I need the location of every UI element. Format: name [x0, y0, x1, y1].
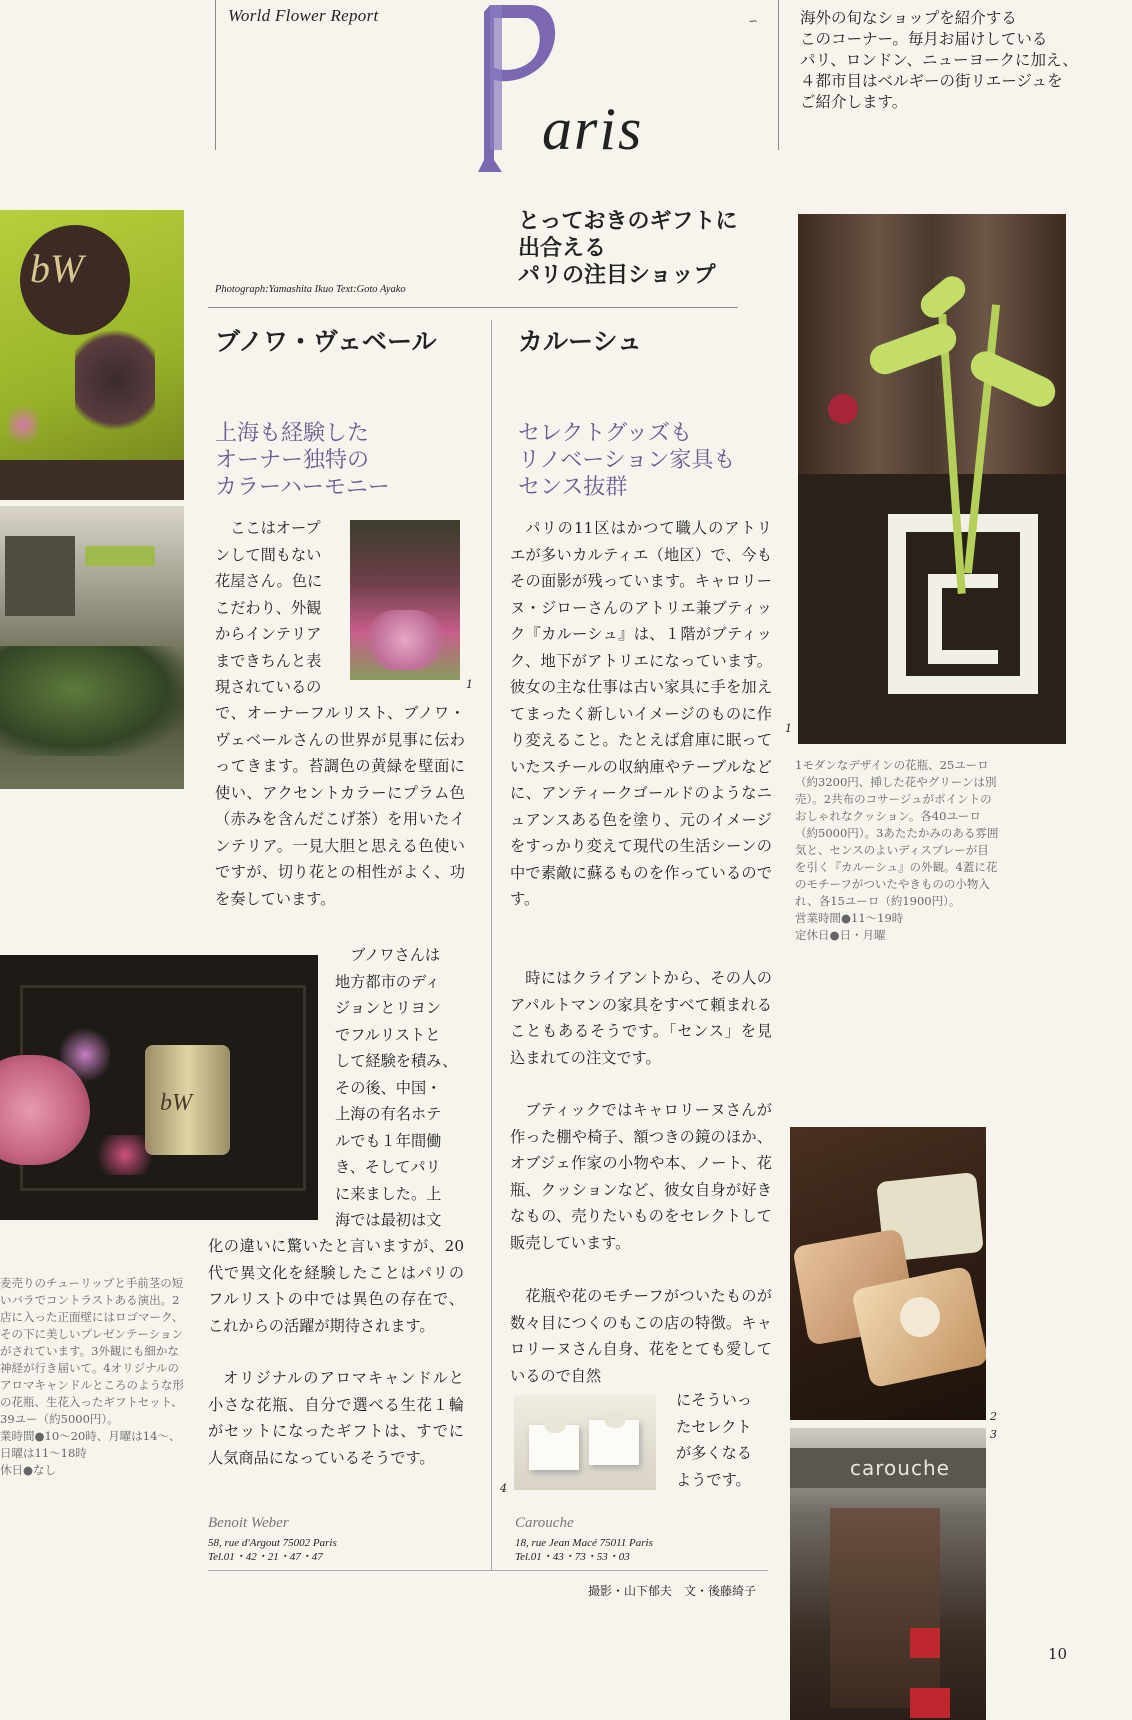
photo-tulips [350, 520, 460, 680]
right-address-name: Carouche [515, 1515, 574, 1531]
ornament-mark: ∽ [748, 14, 759, 28]
photo-gift-set [0, 955, 318, 1220]
right-shop-name: カルーシュ [518, 327, 643, 356]
text-line: たセレクト [676, 1417, 752, 1436]
footer-credit: 撮影・山下郁夫 文・後藤綺子 [588, 1584, 757, 1598]
text-line: その後、中国・ [335, 1078, 442, 1097]
left-address-line1: 58, rue d'Argout 75002 Paris [208, 1537, 337, 1549]
text-line: 花屋さん。色に [215, 572, 323, 590]
right-caption-hours: 営業時間●11～19時 [795, 911, 904, 925]
left-para2-rest: 化の違いに驚いたと言いますが、20代で異文化を経験したことはパリのフルリストの中では異色の存在で、これからの活躍が期待されます。 [208, 1237, 464, 1335]
right-para4: 花瓶や花のモチーフがついたものが数々目につくのもこの店の特徴。キャロリーヌさん自身、花をとても愛しているので自然 [510, 1287, 772, 1385]
text-line: に来ました。上 [335, 1184, 442, 1203]
right-para1: パリの11区はかつて職人のアトリエが多いカルティエ（地区）で、今もその面影が残っています。キャロリーヌ・ジローさんのアトリエ兼ブティック『カルーシュ』は、１階がブティック、地下がアトリエになっています。彼女の主な仕事は古い家具に手を加えてまったく新しいイメージのものに作り変えること。たとえば倉庫に眠っていたスチールの収納庫やテーブルなどに、アンティークゴールドのようなニュアンスある色を塗り、元のイメージをすっかり変えて現代の生活シーンの中で素敵に蘇るものを作っているのです。 [510, 519, 772, 908]
text-line: が多くなる [676, 1444, 752, 1462]
right-para3: ブティックではキャロリーヌさんが作った棚や椅子、額つきの鏡のほか、オブジェ作家の小物や本、ノート、花瓶、クッションなど、彼女自身が好きなもの、売りたいものをセレクトして販売しています。 [510, 1101, 772, 1252]
right-photo-caption [795, 757, 1000, 944]
credit-line: Photograph:Yamashita Ikuo Text:Goto Ayako [215, 284, 406, 295]
header-divider-left [215, 0, 216, 150]
text-line: ジョンとリヨン [335, 999, 442, 1017]
text-line: からインテリア [215, 625, 322, 643]
right-address-line1: 18, rue Jean Macé 75011 Paris [515, 1537, 653, 1549]
text-line: ここはオープ [230, 519, 321, 537]
logo-mark: bW [30, 246, 84, 291]
text-line: にそういっ [676, 1391, 752, 1409]
photo-number-cushion: 2 [990, 1410, 997, 1423]
text-line: ルでも１年間働 [335, 1131, 442, 1150]
right-caption-closed: 定休日●日・月曜 [795, 928, 886, 942]
left-caption-closed: 休日●なし [0, 1463, 57, 1477]
store-sign: carouche [850, 1456, 950, 1480]
text-line: まできちんと表 [215, 651, 322, 670]
left-para1-rest: で、オーナーフルリスト、ブノワ・ヴェベールさんの世界が見事に伝わってきます。苔調色の黄緑を壁面に使い、アクセントカラーにプラム色（赤みを含んだこげ茶）を用いたインテリア。一見大胆と思える色使いですが、切り花との相性がよく、功を奏しています。 [215, 704, 465, 908]
left-caption-text: 麦売りのチューリップと手前茎の短いバラでコントラストある演出。2店に入った正面壁にはロゴマーク、その下に美しいプレゼンテーションがされています。3外観にも細かな神経が行き届いて。4オリジナルのアロマキャンドルところのような形の花瓶、生花入ったギフトセット、39ユー（約5000円）。 [0, 1276, 184, 1426]
page-number: 10 [1048, 1645, 1068, 1663]
photo-shop-exterior [0, 506, 184, 789]
text-line: ブノワさんは [350, 946, 441, 964]
right-para2: 時にはクライアントから、その人のアパルトマンの家具をすべて頼まれることもあるそうです。「センス」を見込まれての注文です。 [510, 969, 772, 1067]
right-shop-headline: セレクトグッズも リノベーション家具も センス抜群 [518, 421, 736, 500]
text-line: き、そしてパリ [335, 1158, 441, 1176]
text-line: 地方都市のディ [335, 972, 441, 991]
right-caption-text: 1モダンなデザインの花瓶、25ユーロ（約3200円、挿した花やグリーンは別売）。2共布のコサージュがポイントのおしゃれなクッション。各40ユーロ（約5000円）。3あたたかみのある雰囲気と、センスのよいディスプレーが目を引く『カルーシュ』の外観。4蓋に花のモチーフがついたやきものの小物入れ、各15ユーロ（約1900円）。 [795, 758, 999, 908]
text-line: 海では最初は文 [335, 1211, 442, 1229]
text-line: して経験を積み、 [335, 1052, 458, 1070]
left-shop-headline: 上海も経験した オーナー独特の カラーハーモニー [215, 421, 390, 500]
column-divider [491, 320, 492, 1570]
text-line: でフルリストと [335, 1025, 441, 1044]
left-address-line2: Tel.01・42・21・47・47 [208, 1551, 323, 1563]
left-para2-short [335, 942, 463, 1234]
city-name: aris [542, 96, 644, 162]
left-address-name: Benoit Weber [208, 1515, 289, 1531]
header-rule [208, 307, 738, 308]
left-caption-hours: 業時間●10～20時、月曜は14～、日曜は11～18時 [0, 1429, 181, 1460]
text-line: ンして間もない [215, 545, 322, 564]
text-line: 現されているの [215, 678, 322, 696]
photo-modern-vase [798, 214, 1066, 744]
photo-cushions [790, 1127, 986, 1420]
photo-ceramic-box [514, 1395, 656, 1490]
series-title: World Flower Report [228, 6, 379, 25]
photo-number-vase: 1 [785, 722, 792, 735]
photo-number-box: 4 [500, 1482, 507, 1495]
feature-title: とっておきのギフトに 出合える パリの注目ショップ [518, 208, 738, 288]
right-para4-short [676, 1387, 772, 1493]
left-para1-short [215, 515, 343, 701]
photo-shop-interior [0, 210, 184, 500]
text-line: こだわり、外観 [215, 598, 322, 617]
footer-rule [208, 1570, 768, 1571]
photo-store-front [790, 1428, 986, 1720]
right-address-line2: Tel.01・43・73・53・03 [515, 1551, 630, 1563]
photo-number-left: 1 [466, 678, 473, 691]
left-para3: オリジナルのアロマキャンドルと小さな花瓶、自分で選べる生花１輪がセットになったギフトは、すでに人気商品になっているそうです。 [208, 1369, 464, 1467]
intro-text: 海外の旬なショップを紹介する このコーナー。毎月お届けしている パリ、ロンドン、ニューヨークに加え、 ４都市目はベルギーの街リエージュを ご紹介します。 [800, 9, 1078, 111]
photo-number-store: 3 [990, 1428, 997, 1441]
header-divider-right [778, 0, 779, 150]
text-line: ようです。 [676, 1470, 751, 1489]
gift-logo: bW [160, 1090, 192, 1116]
left-photo-caption [0, 1275, 186, 1479]
text-line: 上海の有名ホテ [335, 1105, 442, 1123]
left-shop-name: ブノワ・ヴェベール [215, 327, 437, 356]
